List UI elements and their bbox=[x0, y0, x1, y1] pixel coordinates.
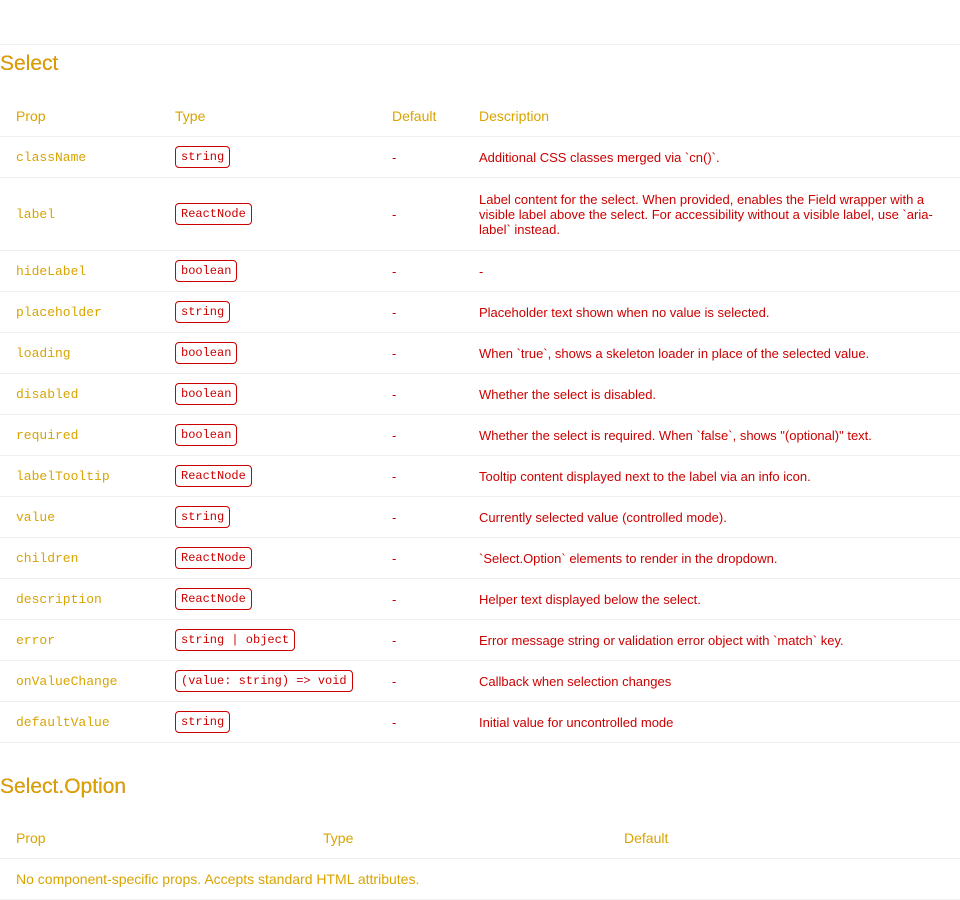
description-cell: Currently selected value (controlled mode). bbox=[463, 497, 960, 538]
prop-cell: required bbox=[0, 415, 159, 456]
header-default: Default bbox=[376, 96, 463, 137]
table-header-row bbox=[0, 96, 960, 137]
description-cell: Helper text displayed below the select. bbox=[463, 579, 960, 620]
default-cell: - bbox=[376, 333, 463, 374]
type-badge: ReactNode bbox=[175, 465, 252, 487]
type-badge: boolean bbox=[175, 383, 237, 405]
prop-cell: loading bbox=[0, 333, 159, 374]
default-cell: - bbox=[376, 456, 463, 497]
no-props-note: No component-specific props. Accepts standard HTML attributes. bbox=[0, 859, 960, 900]
prop-cell: className bbox=[0, 137, 159, 178]
prop-cell: hideLabel bbox=[0, 251, 159, 292]
table-row bbox=[0, 292, 960, 333]
description-cell: Initial value for uncontrolled mode bbox=[463, 702, 960, 743]
default-cell: - bbox=[376, 292, 463, 333]
table-row bbox=[0, 538, 960, 579]
type-cell bbox=[159, 292, 376, 333]
header-default: Default bbox=[608, 818, 960, 859]
table-row bbox=[0, 251, 960, 292]
header-type: Type bbox=[307, 818, 608, 859]
type-cell bbox=[159, 137, 376, 178]
table-row bbox=[0, 620, 960, 661]
prop-cell: onValueChange bbox=[0, 661, 159, 702]
table-row bbox=[0, 859, 960, 900]
type-cell bbox=[159, 620, 376, 661]
type-cell bbox=[159, 538, 376, 579]
table-row bbox=[0, 178, 960, 251]
description-cell: Placeholder text shown when no value is selected. bbox=[463, 292, 960, 333]
description-cell: Error message string or validation error object with `match` key. bbox=[463, 620, 960, 661]
default-cell: - bbox=[376, 661, 463, 702]
prop-cell: label bbox=[0, 178, 159, 251]
default-cell: - bbox=[376, 251, 463, 292]
table-row bbox=[0, 415, 960, 456]
prop-cell: description bbox=[0, 579, 159, 620]
description-cell: Whether the select is disabled. bbox=[463, 374, 960, 415]
table-row bbox=[0, 374, 960, 415]
description-cell: - bbox=[463, 251, 960, 292]
default-cell: - bbox=[376, 415, 463, 456]
default-cell: - bbox=[376, 178, 463, 251]
table-header-row bbox=[0, 818, 960, 859]
header-prop: Prop bbox=[0, 818, 307, 859]
prop-cell: error bbox=[0, 620, 159, 661]
description-cell: Callback when selection changes bbox=[463, 661, 960, 702]
default-cell: - bbox=[376, 497, 463, 538]
type-cell bbox=[159, 702, 376, 743]
type-badge: boolean bbox=[175, 424, 237, 446]
type-badge: string bbox=[175, 711, 230, 733]
type-cell bbox=[159, 497, 376, 538]
table-row bbox=[0, 137, 960, 178]
type-cell bbox=[159, 333, 376, 374]
description-cell: Whether the select is required. When `false`, shows "(optional)" text. bbox=[463, 415, 960, 456]
type-badge: string bbox=[175, 506, 230, 528]
type-badge: string bbox=[175, 301, 230, 323]
header-type: Type bbox=[159, 96, 376, 137]
table-row bbox=[0, 579, 960, 620]
prop-cell: placeholder bbox=[0, 292, 159, 333]
section-title-select: Select bbox=[0, 52, 59, 75]
type-cell bbox=[159, 661, 376, 702]
table-row bbox=[0, 661, 960, 702]
select-props-table bbox=[0, 96, 960, 743]
prop-cell: labelTooltip bbox=[0, 456, 159, 497]
table-row bbox=[0, 702, 960, 743]
type-cell bbox=[159, 251, 376, 292]
type-badge: ReactNode bbox=[175, 203, 252, 225]
table-row bbox=[0, 333, 960, 374]
type-badge: string bbox=[175, 146, 230, 168]
type-cell bbox=[159, 415, 376, 456]
header-prop: Prop bbox=[0, 96, 159, 137]
type-badge: boolean bbox=[175, 342, 237, 364]
description-cell: Label content for the select. When provided, enables the Field wrapper with a visible label above the select. For accessibility without a visible label, use `aria-label` instead. bbox=[463, 178, 960, 251]
description-cell: `Select.Option` elements to render in the dropdown. bbox=[463, 538, 960, 579]
type-cell bbox=[159, 178, 376, 251]
section-title-select-option: Select.Option bbox=[0, 775, 127, 798]
type-cell bbox=[159, 374, 376, 415]
default-cell: - bbox=[376, 620, 463, 661]
prop-cell: disabled bbox=[0, 374, 159, 415]
table-row bbox=[0, 497, 960, 538]
top-bar bbox=[0, 0, 960, 45]
table-row bbox=[0, 456, 960, 497]
type-badge: (value: string) => void bbox=[175, 670, 353, 692]
type-badge: ReactNode bbox=[175, 588, 252, 610]
header-description: Description bbox=[463, 96, 960, 137]
select-option-props-table bbox=[0, 818, 960, 900]
default-cell: - bbox=[376, 137, 463, 178]
default-cell: - bbox=[376, 374, 463, 415]
default-cell: - bbox=[376, 579, 463, 620]
type-badge: string | object bbox=[175, 629, 295, 651]
type-cell bbox=[159, 456, 376, 497]
type-badge: boolean bbox=[175, 260, 237, 282]
type-cell bbox=[159, 579, 376, 620]
prop-cell: defaultValue bbox=[0, 702, 159, 743]
default-cell: - bbox=[376, 538, 463, 579]
description-cell: When `true`, shows a skeleton loader in place of the selected value. bbox=[463, 333, 960, 374]
prop-cell: value bbox=[0, 497, 159, 538]
type-badge: ReactNode bbox=[175, 547, 252, 569]
description-cell: Tooltip content displayed next to the label via an info icon. bbox=[463, 456, 960, 497]
prop-cell: children bbox=[0, 538, 159, 579]
default-cell: - bbox=[376, 702, 463, 743]
description-cell: Additional CSS classes merged via `cn()`. bbox=[463, 137, 960, 178]
